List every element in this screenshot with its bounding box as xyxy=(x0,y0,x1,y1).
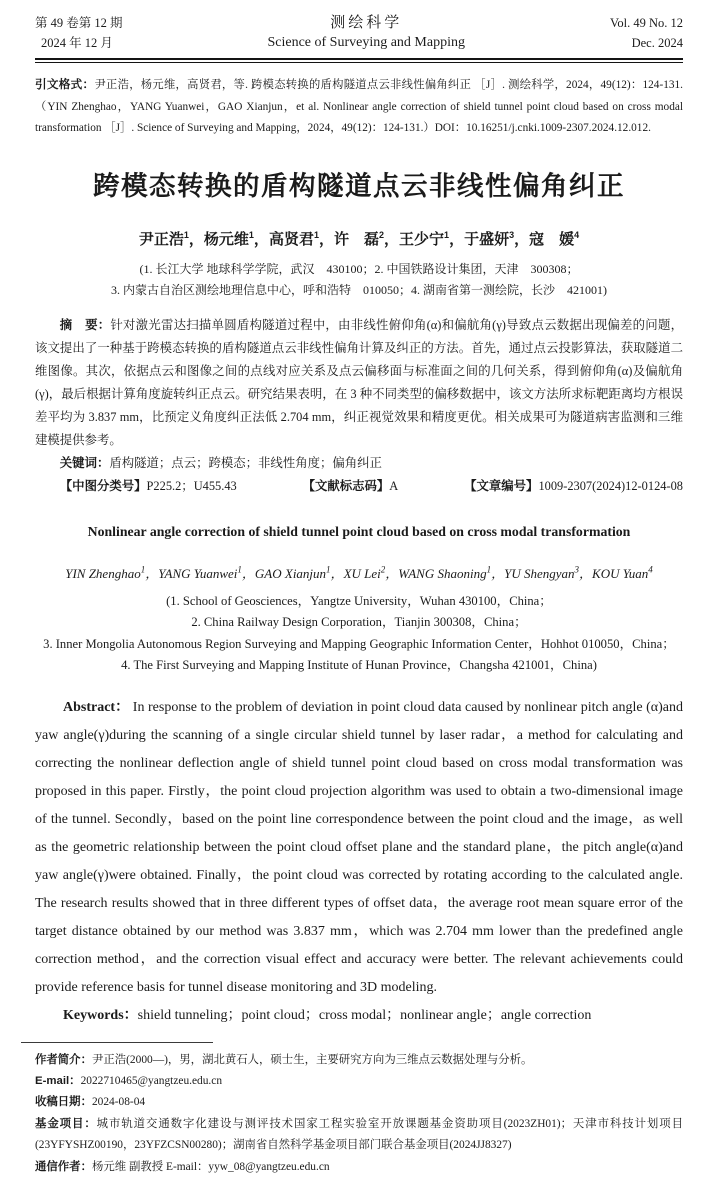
author-affiliation-sup: 4 xyxy=(648,564,653,575)
author-affiliation-sup: 1 xyxy=(444,229,450,240)
author-affiliation-sup: 1 xyxy=(140,564,146,575)
author-name: 寇 媛$^4$ xyxy=(529,229,580,248)
author-name: 许 磊$^2$ xyxy=(333,229,385,248)
author-name: 王少宁$^1$ xyxy=(399,229,450,248)
footnote-line xyxy=(35,1092,683,1113)
keywords-label-cn: 关键词： xyxy=(59,455,110,470)
footnote-line xyxy=(35,1050,683,1071)
author-name: YIN Zhenghao$^1$ xyxy=(65,564,146,581)
footnote-text: 城市轨道交通数字化建设与测评技术国家工程实验室开放课题基金资助项目(2023ZH01)；天津市科技计划项目(23YFYSHZ00190，23YFZCSN00280)；湖南省自然科学基金项目部门联合基金项目(2024JJ8327) xyxy=(35,1117,683,1152)
journal-name-block xyxy=(267,13,465,53)
author-name: XU Lei$^2$ xyxy=(343,564,386,581)
author-list-cn: 尹正浩$^1$，杨元维$^1$，高贤君$^1$，许 磊$^2$，王少宁$^1$，于盛妍$^3$，寇 媛$^4$ xyxy=(138,229,580,248)
abstract-text-en: In response to the problem of deviation in point cloud data caused by nonlinear pitch angle (α)and yaw angle(γ)during the scanning of a single circular shield tunnel by laser radar，a method for calculating and correcting the nonlinear deflection angle of shield tunnel point cloud based on cross modal transformation was proposed in this paper. Firstly，the point cloud projection algorithm was used to obtain a two-dimensional image of the tunnel. Secondly，based on the point line correspondence between the point cloud and the image，as well as the geometric relationship between the point cloud offset plane and the standard plane，the pitch angle(α)and yaw angle(γ)were obtained. Finally，the point cloud was corrected by rotating according to the calculated angle. The research results showed that in three different types of offset data，the average root mean square error of the target distance obtained by our method was 3.837 mm，which was 2.704 mm lower than the predefined angle correction method，and the correction visual effect and accuracy were better. The relevant achievements could provide reference basis for tunnel disease monitoring and 3D modeling. xyxy=(35,699,683,995)
footnote-label: 通信作者： xyxy=(35,1160,92,1173)
author-name: 杨元维$^1$ xyxy=(203,229,254,248)
journal-title-cn: 测绘科学 xyxy=(330,15,403,31)
keywords-cn xyxy=(35,452,683,475)
author-name: WANG Shaoning$^1$ xyxy=(398,564,492,581)
keywords-en xyxy=(35,1002,683,1030)
article-id: 【文章编号】1009-2307(2024)12-0124-08 xyxy=(464,478,683,493)
footnote-line xyxy=(35,1114,683,1157)
date-cn: 2024 年 12 月 xyxy=(41,36,113,50)
footnote-text: 杨元维 副教授 E-mail：yyw_08@yangtzeu.edu.cn xyxy=(91,1160,330,1173)
footnote-text: 2022710465@yangtzeu.edu.cn xyxy=(80,1074,223,1087)
affiliations-cn xyxy=(35,259,683,301)
classification-row xyxy=(35,475,683,498)
author-affiliation-sup: 2 xyxy=(380,564,386,575)
journal-header xyxy=(35,13,683,53)
journal-title-en: Science of Surveying and Mapping xyxy=(267,35,465,50)
author-list-en: YIN Zhenghao$^1$，YANG Yuanwei$^1$，GAO Xianjun$^1$，XU Lei$^2$，WANG Shaoning$^1$，YU Shengyan$^3$，KOU Yuan$^4$ xyxy=(65,564,653,581)
keywords-label-en: Keywords： xyxy=(63,1007,138,1023)
header-issue-en xyxy=(610,13,683,53)
affiliation-line: 4. The First Surveying and Mapping Institute of Hunan Province，Changsha 421001，China) xyxy=(121,658,597,672)
footnote-divider xyxy=(21,1042,213,1043)
affiliation-line: 3. 内蒙古自治区测绘地理信息中心，呼和浩特 010050；4. 湖南省第一测绘院，长沙 421001) xyxy=(111,282,607,297)
author-affiliation-sup: 1 xyxy=(183,229,189,240)
article-title-cn: 跨模态转换的盾构隧道点云非线性偏角纠正 xyxy=(93,170,625,201)
citation-text: 尹正浩，杨元维，高贤君，等. 跨模态转换的盾构隧道点云非线性偏角纠正 ［J］. 测绘科学，2024，49(12)：124-131.（YIN Zhenghao，YANG Yuanwei，GAO Xianjun，et al. Nonlinear angle correction of shield tunnel point cloud based on cross modal transformation ［J］. Science of Surveying and Mapping，2024，49(12)：124-131.）DOI：10.16251/j.cnki.1009-2307.2024.12.012. xyxy=(35,79,683,134)
abstract-text-cn: 针对激光雷达扫描单圆盾构隧道过程中，由非线性俯仰角(α)和偏航角(γ)导致点云数据出现偏差的问题，该文提出了一种基于跨模态转换的盾构隧道点云非线性偏角计算及纠正的方法。首先，通过点云投影算法，获取隧道二维图像。其次，依据点云和图像之间的点线对应关系及点云偏移面与标准面之间的几何关系，得到俯仰角(α)及偏航角(γ)，最后根据计算角度旋转纠正点云。研究结果表明，在 3 种不同类型的偏移数据中，该文方法所求标靶距离均方根误差平均为 3.837 mm，比预定义角度纠正法低 2.704 mm，纠正视觉效果和精度更优。相关成果可为隧道病害监测和三维建模提供参考。 xyxy=(35,317,683,447)
date-en: Dec. 2024 xyxy=(631,36,683,50)
header-divider xyxy=(35,58,683,63)
author-affiliation-sup: 1 xyxy=(486,564,492,575)
author-name: 尹正浩$^1$ xyxy=(138,229,189,248)
footnote-label: E-mail： xyxy=(35,1074,81,1087)
footnote-line xyxy=(35,1157,683,1178)
footnote-label: 收稿日期： xyxy=(35,1096,92,1109)
author-affiliation-sup: 3 xyxy=(574,564,580,575)
author-name: 于盛妍$^3$ xyxy=(464,229,515,248)
header-issue-cn xyxy=(35,13,123,53)
author-affiliation-sup: 1 xyxy=(326,564,331,575)
volume-issue-cn: 第 49 卷第 12 期 xyxy=(35,16,123,30)
abstract-en xyxy=(35,694,683,1002)
citation-label: 引文格式： xyxy=(35,78,95,91)
document-code: 【文献标志码】A xyxy=(302,478,399,493)
footnote-block xyxy=(35,1050,683,1178)
footnote-label: 基金项目： xyxy=(35,1117,97,1130)
volume-issue-en: Vol. 49 No. 12 xyxy=(609,16,683,30)
author-affiliation-sup: 4 xyxy=(574,229,580,240)
footnote-text: 2024-08-04 xyxy=(91,1096,146,1109)
author-name: YANG Yuanwei$^1$ xyxy=(158,564,242,581)
footnote-label: 作者简介： xyxy=(35,1053,92,1066)
citation-note xyxy=(35,74,683,140)
affiliation-line: 2. China Railway Design Corporation，Tianjin 300308，China； xyxy=(191,615,527,629)
author-name: KOU Yuan$^4$ xyxy=(592,564,653,581)
abstract-cn xyxy=(35,314,683,452)
author-name: 高贤君$^1$ xyxy=(268,229,319,248)
author-affiliation-sup: 1 xyxy=(313,229,319,240)
author-affiliation-sup: 1 xyxy=(248,229,254,240)
clc-number: 【中图分类号】P225.2；U455.43 xyxy=(59,478,237,493)
affiliation-line: (1. School of Geosciences，Yangtze University，Wuhan 430100，China； xyxy=(166,593,552,608)
keywords-text-cn: 盾构隧道；点云；跨模态；非线性角度；偏角纠正 xyxy=(109,455,382,470)
keywords-text-en: shield tunneling；point cloud；cross modal；nonlinear angle；angle correction xyxy=(137,1007,592,1023)
footnote-text: 尹正浩(2000—)，男，湖北黄石人，硕士生，主要研究方向为三维点云数据处理与分析。 xyxy=(91,1053,533,1066)
author-name: GAO Xianjun$^1$ xyxy=(254,564,331,581)
footnote-line xyxy=(35,1071,683,1092)
abstract-label-en: Abstract： xyxy=(63,699,130,715)
author-affiliation-sup: 2 xyxy=(379,229,385,240)
affiliations-en xyxy=(35,591,683,677)
article-title-en: Nonlinear angle correction of shield tunnel point cloud based on cross modal transformation xyxy=(87,523,631,539)
author-affiliation-sup: 1 xyxy=(237,564,242,575)
author-affiliation-sup: 3 xyxy=(509,229,515,240)
affiliation-line: (1. 长江大学 地球科学学院，武汉 430100；2. 中国铁路设计集团，天津 300308； xyxy=(139,261,579,276)
author-name: YU Shengyan$^3$ xyxy=(504,564,580,581)
abstract-label-cn: 摘 要： xyxy=(59,317,111,332)
affiliation-line: 3. Inner Mongolia Autonomous Region Surveying and Mapping Geographic Information Center，Hohhot 010050，China； xyxy=(43,636,675,651)
